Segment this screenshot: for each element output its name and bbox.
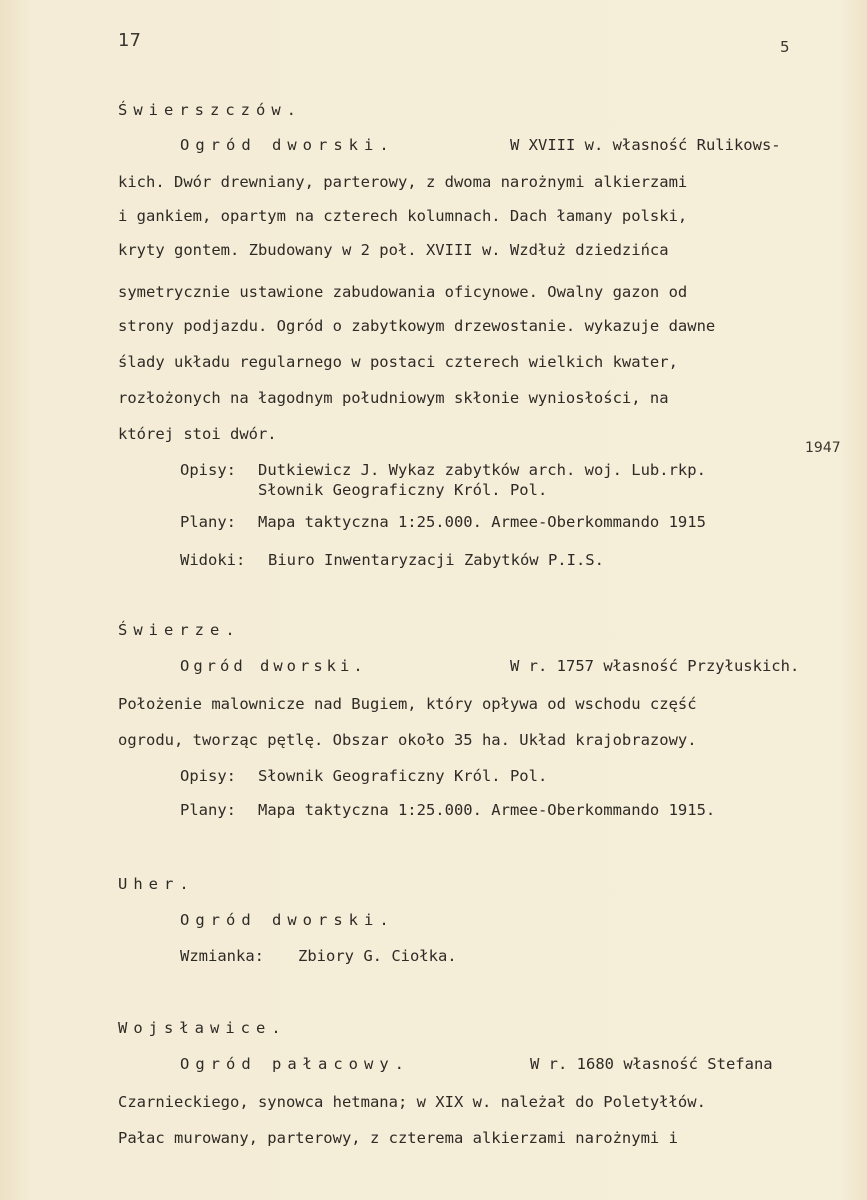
entry-title: Wojsławice. [118,1019,287,1037]
entry-text-line: strony podjazdu. Ogród o zabytkowym drzewostanie. wykazuje dawne [118,317,716,335]
entry-title: Świerszczów. [118,101,302,119]
opisy-text: Dutkiewicz J. Wykaz zabytków arch. woj. Lub.rkp. [258,461,706,479]
entry-text-line: ślady układu regularnego w postaci czterech wielkich kwater, [118,353,678,371]
entry-text-line: której stoi dwór. [118,425,277,443]
page-number-left: 17 [118,30,141,51]
page-number-right: 5 [780,38,790,56]
entry-text-line: W XVIII w. własność Rulikows- [510,136,781,154]
entry-text-line: Pałac murowany, parterowy, z czterema alkierzami narożnymi i [118,1129,678,1147]
entry-text-line: kryty gontem. Zbudowany w 2 poł. XVIII w. Wzdłuż dziedzińca [118,241,669,259]
opisy-text: Słownik Geograficzny Król. Pol. [258,481,548,499]
plany-label: Plany: [180,513,236,531]
entry-text-line: symetrycznie ustawione zabudowania oficynowe. Owalny gazon od [118,283,688,301]
opisy-text: Słownik Geograficzny Król. Pol. [258,767,548,785]
garden-type: Ogród dworski. [180,136,395,154]
garden-type: Ogród dworski. [180,911,395,929]
entry-title: Świerze. [118,621,241,639]
wzmianka-label: Wzmianka: [180,947,264,965]
opisy-label: Opisy: [180,461,236,479]
entry-text-line: i gankiem, opartym na czterech kolumnach. Dach łamany polski, [118,207,688,225]
entry-title: Uher. [118,875,195,893]
widoki-text: Biuro Inwentaryzacji Zabytków P.I.S. [268,551,604,569]
entry-text-line: kich. Dwór drewniany, parterowy, z dwoma narożnymi alkierzami [118,173,688,191]
entry-text-line: Położenie malownicze nad Bugiem, który opływa od wschodu część [118,695,697,713]
entry-text-line: ogrodu, tworząc pętlę. Obszar około 35 ha. Układ krajobrazowy. [118,731,697,749]
plany-text: Mapa taktyczna 1:25.000. Armee-Oberkommando 1915 [258,513,706,531]
plany-label: Plany: [180,801,236,819]
wzmianka-text: Zbiory G. Ciołka. [298,947,457,965]
entry-text-line: rozłożonych na łagodnym południowym skłonie wyniosłości, na [118,389,669,407]
entry-text-line: Czarnieckiego, synowca hetmana; w XIX w. należał do Poletyłłów. [118,1093,706,1111]
entry-text-line: W r. 1757 własność Przyłuskich. [510,657,800,675]
garden-type: Ogród dworski. [180,657,367,675]
opisy-label: Opisy: [180,767,236,785]
widoki-label: Widoki: [180,551,246,569]
plany-text: Mapa taktyczna 1:25.000. Armee-Oberkommando 1915. [258,801,716,819]
entry-text-line: W r. 1680 własność Stefana [530,1055,773,1073]
garden-type: Ogród pałacowy. [180,1055,410,1073]
handwritten-year: 1947 [805,440,841,456]
